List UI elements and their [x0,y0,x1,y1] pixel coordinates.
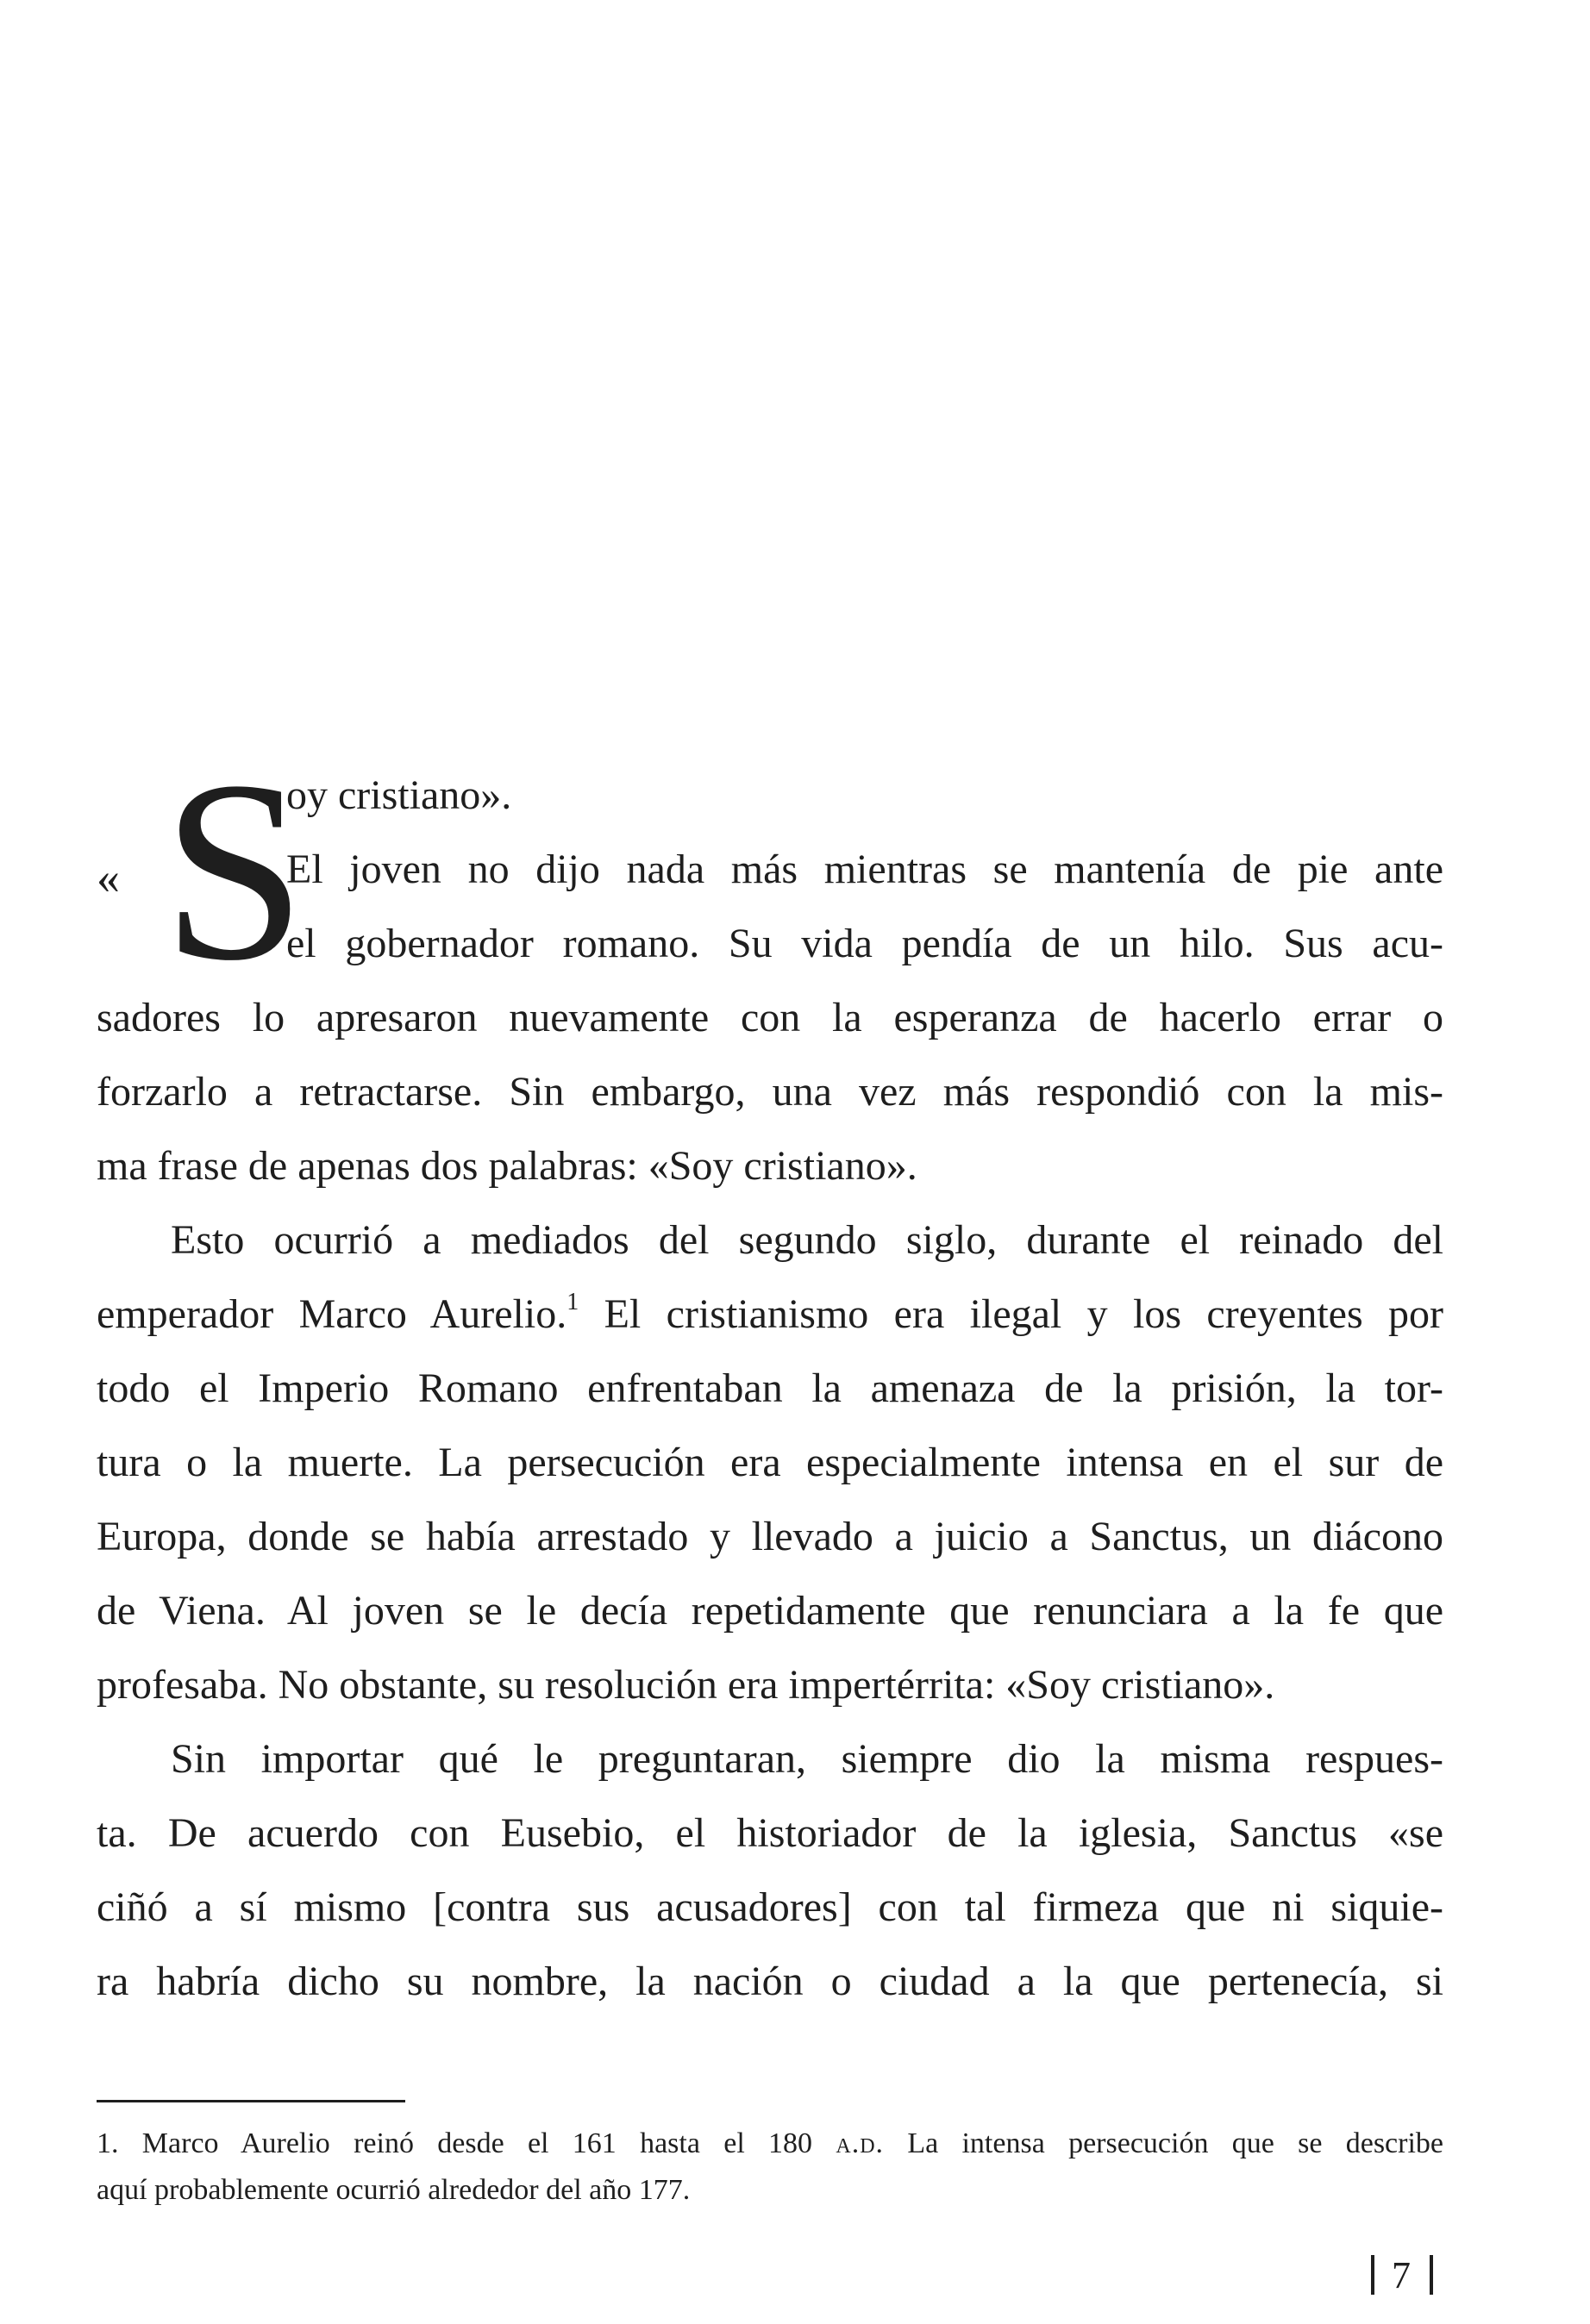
opening-line-3: el gobernador romano. Su vida pendía de un hilo. Sus acu- [286,921,1443,966]
footnote [97,2121,1443,2214]
folio-bar-left [1371,2255,1374,2295]
opening-quote-mark: « [97,852,120,903]
opening-lines [286,759,1443,981]
paragraph-3-line: ciñó a sí mismo [contra sus acusadores] con tal firmeza que ni siquie- [97,1884,1443,1930]
paragraph-2-line: profesaba. No obstante, su resolución era impertérrita: «Soy cristiano». [97,1662,1275,1708]
paragraph-2-line: tura o la muerte. La persecución era especialmente intensa en el sur de [97,1440,1443,1485]
paragraph-2-line-with-note [97,1278,1443,1352]
drop-cap: S [162,728,306,1014]
paragraph-2-line: Esto ocurrió a mediados del segundo siglo, durante el reinado del [171,1217,1443,1263]
paragraph-3-line: Sin importar qué le preguntaran, siempre dio la misma respues- [171,1736,1443,1782]
paragraph-1-line: ma frase de apenas dos palabras: «Soy cristiano». [97,1143,917,1189]
page-number [1354,2250,1450,2302]
opening-line-2: El joven no dijo nada más mientras se mantenía de pie ante [286,847,1443,892]
page-number-value: 7 [1392,2254,1412,2296]
paragraph-3-line: ta. De acuerdo con Eusebio, el historiador de la iglesia, Sanctus «se [97,1810,1443,1856]
paragraph-3-line: ra habría dicho su nombre, la nación o ciudad a la que pertenecía, si [97,1959,1443,2004]
paragraph-2-line: de Viena. Al joven se le decía repetidamente que renunciara a la fe que [97,1588,1443,1634]
footnote-reference: 1 [567,1289,579,1315]
paragraph-2-text: El cristianismo era ilegal y los creyentes por [579,1291,1444,1337]
opening-line-1: oy cristiano». [286,772,512,818]
body-text [97,981,1443,2019]
paragraph-2-text: emperador Marco Aurelio. [97,1291,567,1337]
footnote-line-2: aquí probablemente ocurrió alrededor del año 177. [97,2174,691,2206]
footnote-line-1 [97,2121,1443,2167]
paragraph-1-line: sadores lo apresaron nuevamente con la esperanza de hacerlo errar o [97,995,1443,1040]
footnote-era: a.d. [836,2127,885,2159]
paragraph-2-line: Europa, donde se había arrestado y llevado a juicio a Sanctus, un diácono [97,1514,1443,1559]
footnote-text: La intensa persecución que se describe [907,2127,1444,2159]
footnote-number: 1. [97,2127,119,2159]
paragraph-2-line: todo el Imperio Romano enfrentaban la amenaza de la prisión, la tor- [97,1365,1443,1411]
folio-bar-right [1430,2255,1433,2295]
footnote-divider [97,2100,405,2102]
paragraph-1-line: forzarlo a retractarse. Sin embargo, una vez más respondió con la mis- [97,1069,1443,1115]
footnote-text: Marco Aurelio reinó desde el 161 hasta el 180 [141,2127,813,2159]
